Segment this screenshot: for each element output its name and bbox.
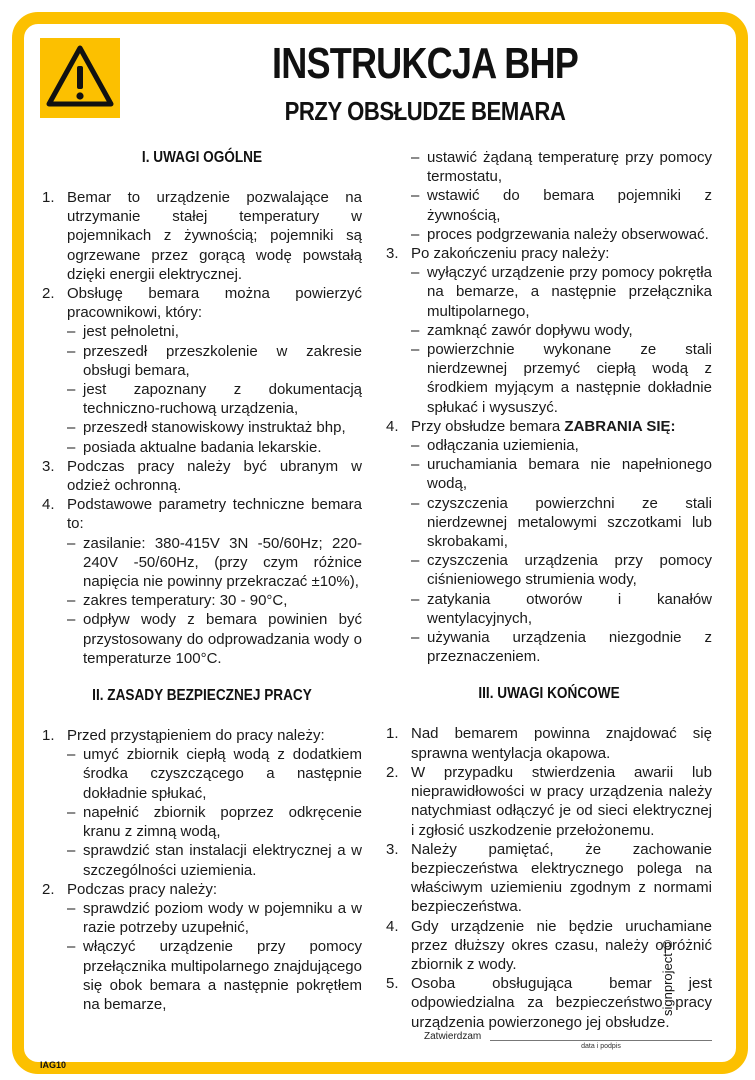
sub-item: – jest pełnoletni,	[67, 322, 362, 341]
item-number: 1.	[42, 727, 55, 745]
list-item	[386, 244, 712, 417]
list-item	[386, 724, 712, 762]
item-number: 4.	[386, 917, 399, 935]
item-text: Bemar to urządzenie pozwalające na utrzymanie stałej temperatury w pojemnikach z żywnością; pojemniki są ogrzewane przez gorącą wodę powstałą dzięki energii elektrycznej.	[67, 189, 362, 283]
list-item	[386, 417, 712, 667]
item-text: Przed przystąpieniem do pracy należy:	[67, 727, 325, 745]
item-number: 1.	[386, 725, 399, 743]
sub-item: – posiada aktualne badania lekarskie.	[67, 438, 362, 457]
left-column	[42, 148, 362, 1014]
sub-item: – czyszczenia urządzenia przy pomocy ciśnieniowego strumienia wody,	[411, 551, 712, 589]
list-item	[42, 726, 362, 880]
sub-item: – zamknąć zawór dopływu wody,	[411, 321, 712, 340]
sub-item: – czyszczenia powierzchni ze stali nierdzewnej metalowymi szczotkami lub skrobakami,	[411, 494, 712, 552]
sub-list	[411, 436, 712, 666]
sub-item: – zakres temperatury: 30 - 90°C,	[67, 591, 362, 610]
sub-item: – przeszedł stanowiskowy instruktaż bhp,	[67, 418, 362, 437]
item-number: 3.	[42, 457, 55, 475]
list-item	[42, 284, 362, 457]
sub-list	[67, 745, 362, 879]
signature-caption: data i podpis	[581, 1043, 621, 1050]
sub-item: – jest zapoznany z dokumentacją techniczno-ruchową urządzenia,	[67, 380, 362, 418]
sub-list	[67, 322, 362, 456]
item-text: W przypadku stwierdzenia awarii lub nieprawidłowości w pracy urządzenia należy natychmiast odłączyć je od sieci elektrycznej i zgłosić uszkodzenie przełożonemu.	[411, 763, 712, 839]
section-heading: II. ZASADY BEZPIECZNEJ PRACY	[92, 687, 312, 705]
item-text: Przy obsłudze bemara	[411, 417, 561, 435]
item-number: 2.	[42, 880, 55, 898]
item-number: 4.	[386, 417, 399, 435]
sub-item: – odpływ wody z bemara powinien być przystosowany do odprowadzania wody o temperaturze 100°C.	[67, 610, 362, 668]
page-title: INSTRUKCJA BHP	[272, 39, 578, 88]
item-text: Osoba obsługująca bemar jest odpowiedzialna za bezpieczeństwo pracy urządzenia powierzonego jej obsłudze.	[411, 975, 712, 1031]
sub-item: – uruchamiania bemara nie napełnionego wodą,	[411, 455, 712, 493]
continued-sub-list	[411, 148, 712, 244]
sub-item: – przeszedł przeszkolenie w zakresie obsługi bemara,	[67, 342, 362, 380]
brand-label: signproject ©	[660, 939, 675, 1016]
sub-list	[67, 899, 362, 1014]
item-text: Po zakończeniu pracy należy:	[411, 245, 610, 263]
sub-item: – sprawdzić poziom wody w pojemniku a w razie potrzeby uzupełnić,	[67, 899, 362, 937]
list-item	[386, 763, 712, 840]
item-text: Obsługę bemara można powierzyć pracownikowi, który:	[67, 285, 362, 322]
sub-item: – zasilanie: 380-415V 3N -50/60Hz; 220-240V -50/60Hz, (przy czym różnice napięcia nie powinny przekraczać ±10%),	[67, 534, 362, 592]
approval-label: Zatwierdzam	[424, 1031, 482, 1042]
sub-item: – napełnić zbiornik poprzez odkręcenie kranu z zimną wodą,	[67, 803, 362, 841]
sub-item: – odłączania uziemienia,	[411, 436, 712, 455]
sub-item: – włączyć urządzenie przy pomocy przełącznika multipolarnego znajdującego się obok bemara a następnie pokrętłem na bemarze,	[67, 937, 362, 1014]
item-number: 2.	[386, 763, 399, 781]
list-item	[42, 880, 362, 1014]
item-text: Podstawowe parametry techniczne bemara to:	[67, 496, 362, 533]
product-code: IAG10	[40, 1060, 67, 1070]
page-subtitle: PRZY OBSŁUDZE BEMARA	[284, 96, 566, 126]
item-text: Podczas pracy należy być ubranym w odzież ochronną.	[67, 457, 362, 495]
item-number: 1.	[42, 189, 55, 206]
item-number: 3.	[386, 245, 399, 263]
section-heading: III. UWAGI KOŃCOWE	[478, 685, 620, 703]
sub-item: – umyć zbiornik ciepłą wodą z dodatkiem środka czyszczącego a następnie dokładnie spłukać,	[67, 745, 362, 803]
sub-item: – używania urządzenia niezgodnie z przeznaczeniem.	[411, 628, 712, 666]
prohibition-emphasis: ZABRANIA SIĘ:	[564, 417, 676, 435]
exclamation-triangle-icon	[40, 38, 120, 118]
sub-list	[411, 263, 712, 417]
sub-item: – wyłączyć urządzenie przy pomocy pokrętła na bemarze, a następnie przełącznika multipolarnego,	[411, 263, 712, 321]
list-item	[42, 457, 362, 495]
sub-list	[67, 534, 362, 668]
signature-line	[490, 1040, 712, 1041]
item-number: 4.	[42, 496, 55, 514]
sub-item: – wstawić do bemara pojemniki z żywnością,	[411, 186, 712, 224]
section-list	[42, 188, 362, 668]
sub-item: – ustawić żądaną temperaturę przy pomocy termostatu,	[411, 148, 712, 186]
sub-item: – zatykania otworów i kanałów wentylacyjnych,	[411, 590, 712, 628]
list-item	[42, 495, 362, 668]
warning-badge	[40, 38, 120, 118]
sub-item: – powierzchnie wykonane ze stali nierdzewnej przemyć ciepłą wodą z środkiem myjącym a następnie dokładnie spłukać i wysuszyć.	[411, 340, 712, 417]
section-list	[42, 726, 362, 1014]
item-number: 3.	[386, 840, 399, 858]
item-number: 2.	[42, 285, 55, 303]
list-item	[42, 188, 362, 284]
sub-item: – proces podgrzewania należy obserwować.	[411, 225, 712, 244]
section-heading: I. UWAGI OGÓLNE	[141, 149, 263, 166]
item-text: Podczas pracy należy:	[67, 880, 218, 898]
item-text: Nad bemarem powinna znajdować się sprawna wentylacja okapowa.	[411, 725, 712, 762]
item-text: Należy pamiętać, że zachowanie bezpieczeństwa elektrycznego polega na właściwym uziemieniu zgodnym z normami bezpieczeństwa.	[411, 840, 712, 916]
section-list	[386, 244, 712, 666]
item-text: Gdy urządzenie nie będzie uruchamiane przez dłuższy okres czasu, należy opróżnić zbiornik z wody.	[411, 917, 712, 973]
item-number: 5.	[386, 975, 399, 993]
sub-item: – sprawdzić stan instalacji elektrycznej a w szczególności uziemienia.	[67, 841, 362, 879]
